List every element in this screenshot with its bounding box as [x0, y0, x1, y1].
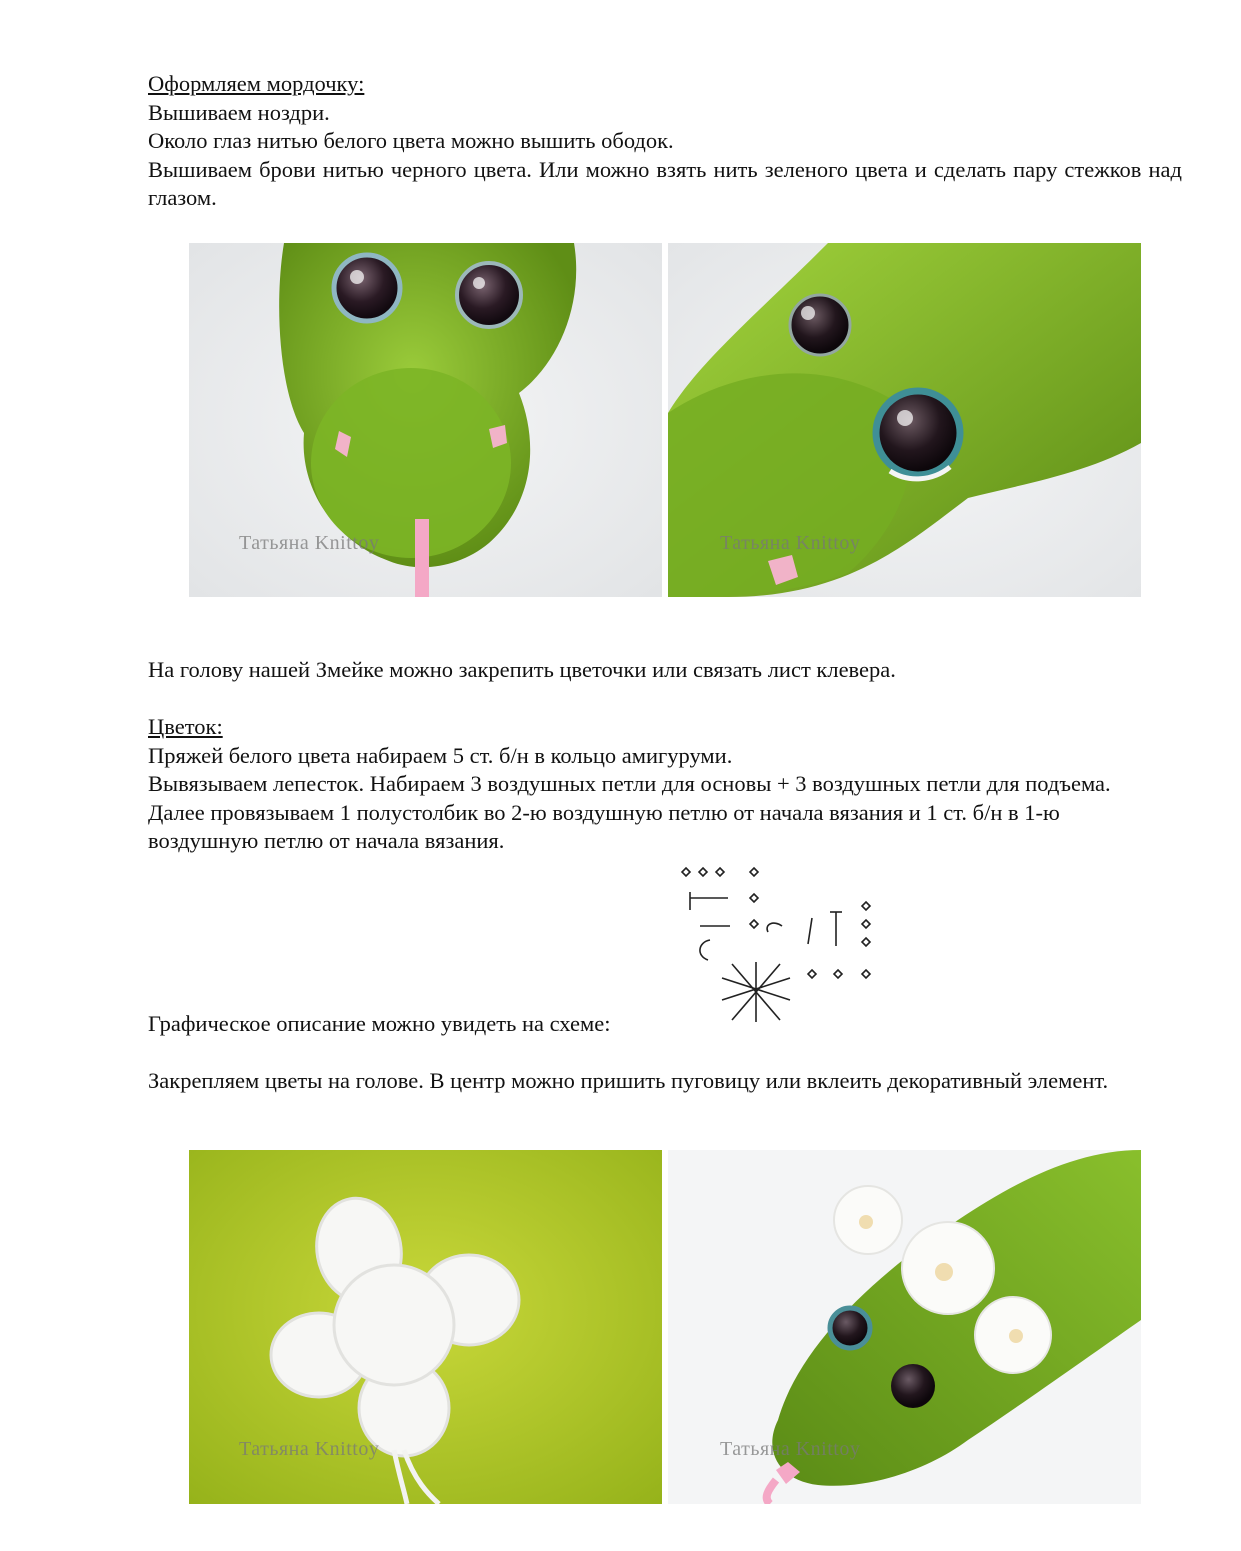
muzzle-line-1: Вышиваем ноздри. [148, 99, 330, 125]
watermark: Татьяна Knittoy [720, 1438, 861, 1460]
watermark: Татьяна Knittoy [239, 532, 380, 554]
muzzle-line-2: Около глаз нитью белого цвета можно вышить ободок. [148, 128, 674, 153]
photo-crochet-flower [189, 1150, 662, 1504]
photo-snake-side [668, 243, 1141, 597]
attach-text: Закрепляем цветы на голове. В центр можно пришить пуговицу или вклеить декоративный элемент. [148, 1068, 1109, 1093]
crochet-scheme-diagram [676, 862, 886, 1028]
flower-heading: Цветок: [148, 714, 223, 739]
chain-stitch-icon [682, 868, 758, 876]
muzzle-section [148, 70, 1182, 213]
photo-snake-front [189, 243, 662, 597]
intro-flowers: На голову нашей Змейке можно закрепить цветочки или связать лист клевера. [148, 657, 896, 682]
photo-snake-with-flowers [668, 1150, 1141, 1504]
flower-line-2: Вывязываем лепесток. Набираем 3 воздушных петли для основы + 3 воздушных петли для подъема. Далее провязываем 1 полустолбик во 2-ю воздушную петлю от начала вязания и 1 ст. б/н в 1-ю воздушную петлю от начала вязания. [148, 771, 1111, 853]
watermark: Татьяна Knittoy [239, 1438, 380, 1460]
muzzle-heading: Оформляем мордочку: [148, 71, 365, 96]
flower-section [148, 713, 1182, 856]
watermark: Татьяна Knittoy [720, 532, 861, 554]
scheme-caption: Графическое описание можно увидеть на схеме: [148, 1011, 611, 1036]
flower-line-1: Пряжей белого цвета набираем 5 ст. б/н в кольцо амигуруми. [148, 742, 733, 768]
muzzle-line-3: Вышиваем брови нитью черного цвета. Или можно взять нить зеленого цвета и сделать пару стежков над глазом. [148, 156, 1182, 210]
